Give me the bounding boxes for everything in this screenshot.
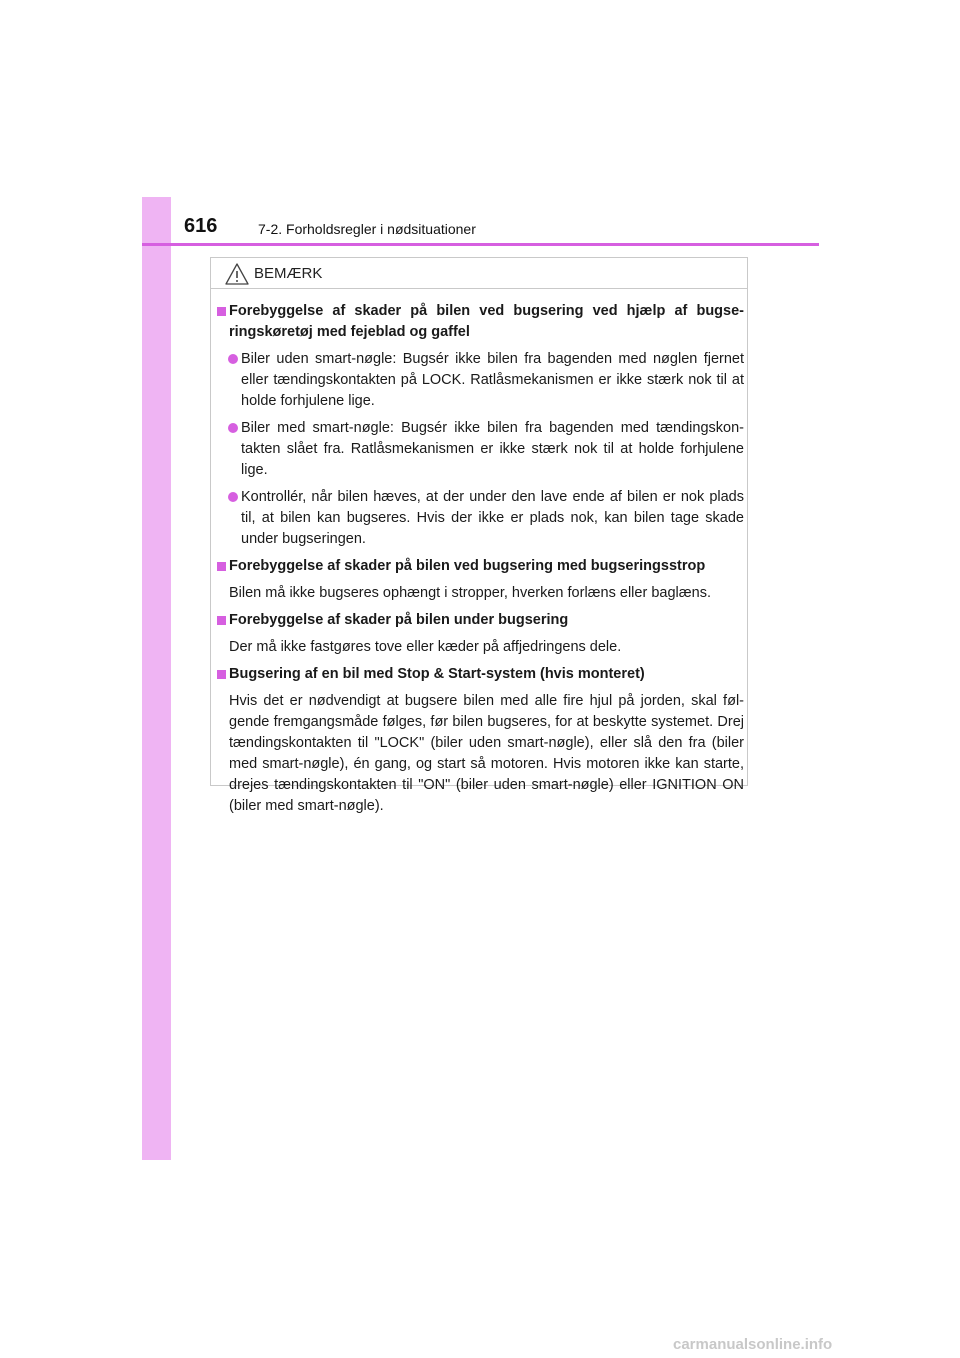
list-item-text: Biler med smart-nøgle: Bugsér ikke bilen fra bagenden med tændingskon-takten slået fra. Ratlåsmekanismen er ikke stærk nok til at holde forhjulene lige. xyxy=(241,420,744,478)
header-rule xyxy=(142,243,819,246)
square-bullet-icon xyxy=(217,616,226,625)
circle-bullet-icon xyxy=(228,492,238,502)
section-heading xyxy=(217,301,744,343)
heading-text: Forebyggelse af skader på bilen ved bugsering med bugseringsstrop xyxy=(229,558,706,574)
list-item xyxy=(217,349,744,412)
notice-content xyxy=(217,301,744,823)
page-number: 616 xyxy=(184,215,218,237)
section-heading xyxy=(217,664,744,685)
notice-box xyxy=(210,257,748,814)
list-item xyxy=(217,418,744,481)
square-bullet-icon xyxy=(217,670,226,679)
heading-text: Bugsering af en bil med Stop & Start-system (hvis monteret) xyxy=(229,666,645,682)
section-text: Hvis det er nødvendigt at bugsere bilen med alle fire hjul på jorden, skal føl-gende fremgangsmåde følges, før bilen bugseres, for at beskytte systemet. Drej tændingskontakten til "LOCK" (biler uden smart-nøgle), eller slå den fra (biler med smart-nøgle), én gang, og start så motoren. Hvis motoren ikke kan starte, drejes tændingskontakten til "ON" (biler uden smart-nøgle) eller IGNITION ON (biler med smart-nøgle). xyxy=(229,693,744,814)
section-title: 7-2. Forholdsregler i nødsituationer xyxy=(258,221,476,237)
side-color-band xyxy=(142,197,171,1160)
section-text: Der må ikke fastgøres tove eller kæder på affjedringens dele. xyxy=(229,639,622,655)
heading-text: Forebyggelse af skader på bilen under bugsering xyxy=(229,612,569,628)
square-bullet-icon xyxy=(217,307,226,316)
section-heading xyxy=(217,556,744,577)
circle-bullet-icon xyxy=(228,423,238,433)
list-item-text: Biler uden smart-nøgle: Bugsér ikke bilen fra bagenden med nøglen fjernet eller tændingskontakten på LOCK. Ratlåsmekanismen er ikke stærk nok til at holde forhjulene lige. xyxy=(241,351,744,409)
notice-title: BEMÆRK xyxy=(254,265,323,282)
section-text: Bilen må ikke bugseres ophængt i stropper, hverken forlæns eller baglæns. xyxy=(229,585,711,601)
watermark-logo: carmanualsonline.info xyxy=(673,1336,833,1353)
list-item-text: Kontrollér, når bilen hæves, at der under den lave ende af bilen er nok plads til, at bilen kan bugseres. Hvis der ikke er plads nok, kan bilen tage skade under bugseringen. xyxy=(241,489,744,547)
section-heading xyxy=(217,610,744,631)
list-item xyxy=(217,487,744,550)
heading-text: Forebyggelse af skader på bilen ved bugsering ved hjælp af bugse-ringskøretøj med fejeblad og gaffel xyxy=(229,303,744,340)
circle-bullet-icon xyxy=(228,354,238,364)
square-bullet-icon xyxy=(217,562,226,571)
warning-triangle-icon xyxy=(225,263,249,285)
notice-header xyxy=(211,258,747,289)
